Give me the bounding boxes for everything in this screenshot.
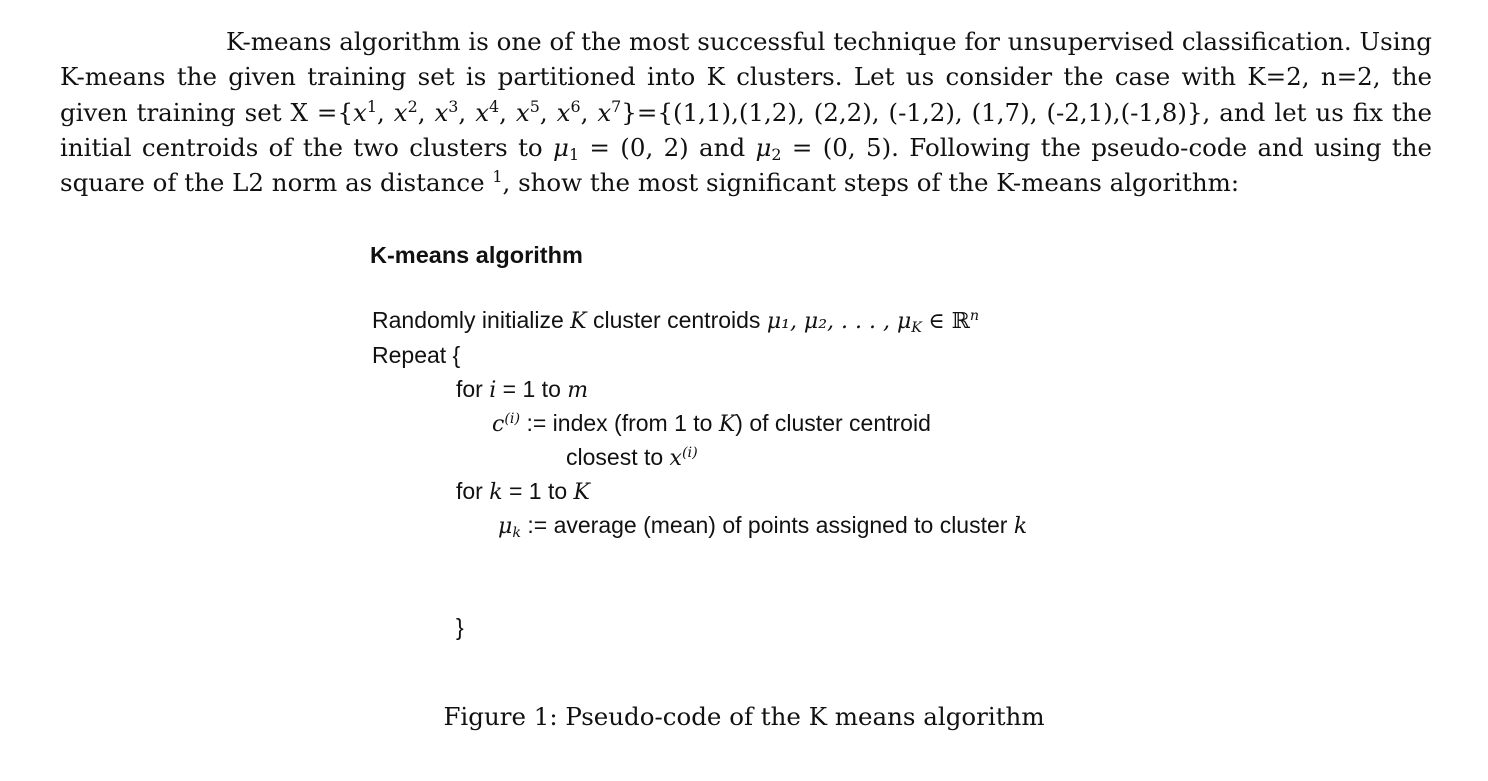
mu1: $\mu_1$ xyxy=(553,132,580,164)
x4: $x^4$ xyxy=(475,96,500,127)
set-open-brace: { xyxy=(337,97,354,127)
x-i: $x^{(i)}$ xyxy=(669,445,698,471)
figure-caption: Figure 1: Pseudo-code of the K means algorithm xyxy=(443,702,1045,731)
x6: $x^6$ xyxy=(556,96,581,127)
init-in-rn: ∈ ℝ$^n$ xyxy=(928,308,980,334)
x2: $x^2$ xyxy=(393,96,418,127)
pseudo-code-figure xyxy=(370,240,1130,660)
set-close-brace: } xyxy=(621,97,637,127)
close-brace-line: } xyxy=(456,614,464,640)
for-k-line: for k = 1 to K xyxy=(456,478,590,505)
init-line xyxy=(372,307,979,334)
init-text: Randomly initialize xyxy=(372,307,564,333)
c-i: $c^{(i)}$ xyxy=(492,411,521,437)
intro-text: K-means algorithm is one of the most successful technique for unsupervised classification. Using K-means the given training set is partitioned into K clusters. Let us consider the case with K=2, n=2, the given training set X = xyxy=(60,27,1432,127)
mu2: $\mu_2$ xyxy=(755,132,782,164)
for-i-line: for i = 1 to m xyxy=(456,376,589,403)
comma: , xyxy=(539,97,548,127)
assign-c-line: $c^{(i)}$ := index (from 1 to K) of cluster centroid xyxy=(492,410,931,437)
comma: , xyxy=(580,97,589,127)
init-centroids-math: μ₁, μ₂, . . . , $\mu_K$ xyxy=(766,309,922,336)
comma: , xyxy=(417,97,426,127)
closest-line: closest to $x^{(i)}$ xyxy=(566,444,698,471)
figure-title: K-means algorithm xyxy=(370,242,583,268)
x1: $x^1$ xyxy=(353,96,377,127)
x5: $x^5$ xyxy=(515,96,540,127)
comma: , xyxy=(499,97,507,127)
problem-paragraph xyxy=(60,24,1432,200)
footnote-mark: 1 xyxy=(492,167,503,187)
tail-text: , show the most significant steps of the K-means algorithm: xyxy=(502,168,1240,198)
x7: $x^7$ xyxy=(597,96,622,127)
init-text2: cluster centroids xyxy=(592,307,761,333)
comma: , xyxy=(376,97,385,127)
x3: $x^3$ xyxy=(434,96,459,127)
assign-mu-line: $\mu_k$ := average (mean) of points assigned to cluster k xyxy=(498,512,1028,541)
repeat-line: Repeat { xyxy=(372,342,461,368)
points-text: ={(1,1),(1,2), (2,2), (-1,2), (1,7), (-2,1),(-1,8)}, and let us fix the initial centroids of the two clusters to xyxy=(60,97,1433,162)
comma: , xyxy=(458,97,467,127)
eq2-text: = (0, 5). Following the pseudo-code and using the square of the L2 norm as distance xyxy=(60,132,1432,198)
mu-k: $\mu_k$ xyxy=(498,514,521,541)
eq1-text: = (0, 2) and xyxy=(589,132,746,162)
init-k: K xyxy=(570,309,587,334)
